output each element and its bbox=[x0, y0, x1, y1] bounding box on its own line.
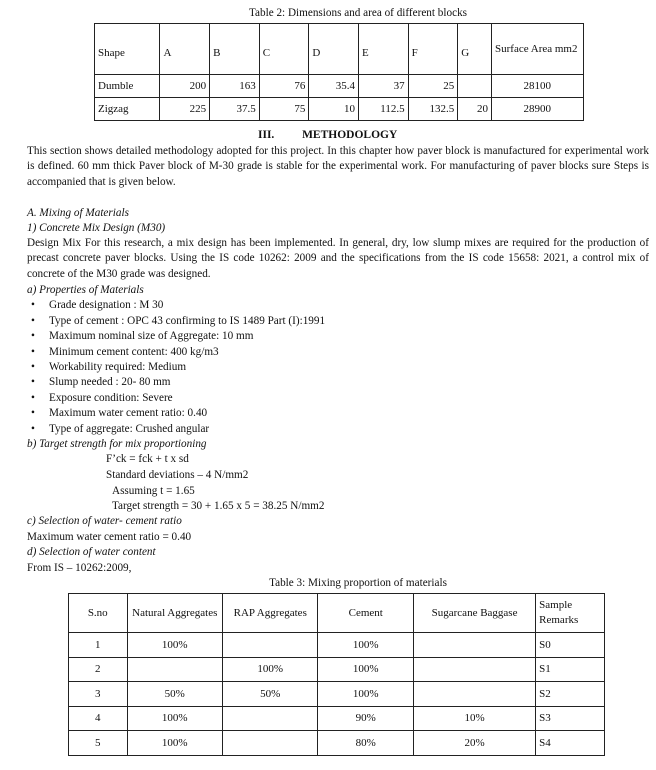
table-header-cell: Surface Area mm2 bbox=[492, 24, 584, 75]
table-cell: 50% bbox=[127, 682, 222, 707]
table-cell: Dumble bbox=[95, 75, 160, 98]
table-cell: 132.5 bbox=[408, 98, 458, 121]
intro-paragraph: This section shows detailed methodology adopted for this project. In this chapter how paver block is manufactured for experimental work is defined. 60 mm thick Paver block of M-30 grade is stable for the experimental work. For manufacturing of paver blocks sure Steps is accompanied that is given below. bbox=[27, 145, 649, 188]
table-header-cell: RAP Aggregates bbox=[223, 594, 318, 633]
table-header-cell: Shape bbox=[95, 24, 160, 75]
table-cell: 28900 bbox=[492, 98, 584, 121]
formula-line: Target strength = 30 + 1.65 x 5 = 38.25 N/mm2 bbox=[112, 500, 325, 512]
table-cell: S2 bbox=[536, 682, 605, 707]
table-row bbox=[69, 731, 605, 756]
table-cell bbox=[223, 633, 318, 658]
list-item: • Minimum cement content: 400 kg/m3 bbox=[31, 346, 219, 358]
table-header-cell: G bbox=[458, 24, 492, 75]
table-cell: 100% bbox=[223, 657, 318, 682]
table-row bbox=[95, 24, 584, 75]
table-cell: 1 bbox=[69, 633, 128, 658]
table-header-cell: Sugarcane Baggase bbox=[413, 594, 535, 633]
subheading-mixing: A. Mixing of Materials bbox=[27, 207, 129, 219]
table-cell: 3 bbox=[69, 682, 128, 707]
table-cell: 10 bbox=[309, 98, 359, 121]
table-header-cell: Natural Aggregates bbox=[127, 594, 222, 633]
list-item: • Exposure condition: Severe bbox=[31, 392, 173, 404]
table-cell bbox=[413, 633, 535, 658]
table-cell: 5 bbox=[69, 731, 128, 756]
subheading-mix-design: 1) Concrete Mix Design (M30) bbox=[27, 222, 166, 234]
table-cell: Zigzag bbox=[95, 98, 160, 121]
table-cell: 37.5 bbox=[210, 98, 260, 121]
table-cell: 28100 bbox=[492, 75, 584, 98]
list-item: • Slump needed : 20- 80 mm bbox=[31, 376, 171, 388]
table-cell: 50% bbox=[223, 682, 318, 707]
table-header-cell: F bbox=[408, 24, 458, 75]
table2 bbox=[94, 23, 584, 121]
table-cell: S3 bbox=[536, 706, 605, 731]
subheading-properties: a) Properties of Materials bbox=[27, 284, 144, 296]
formula-line: Standard deviations – 4 N/mm2 bbox=[106, 469, 249, 481]
table-cell: 10% bbox=[413, 706, 535, 731]
subheading-water-content: d) Selection of water content bbox=[27, 546, 156, 558]
table-cell: 225 bbox=[160, 98, 210, 121]
table-cell: 4 bbox=[69, 706, 128, 731]
table3-caption: Table 3: Mixing proportion of materials bbox=[269, 577, 447, 589]
table2-caption: Table 2: Dimensions and area of different blocks bbox=[248, 7, 468, 19]
formula-line: F’ck = fck + t x sd bbox=[106, 453, 189, 465]
table-row bbox=[69, 682, 605, 707]
table-cell: 20 bbox=[458, 98, 492, 121]
table-row bbox=[95, 75, 584, 98]
table-cell: S0 bbox=[536, 633, 605, 658]
list-item: • Maximum water cement ratio: 0.40 bbox=[31, 407, 208, 419]
list-item: • Type of aggregate: Crushed angular bbox=[31, 423, 210, 435]
table-row bbox=[69, 594, 605, 633]
section-heading bbox=[258, 129, 397, 141]
table-header-cell: A bbox=[160, 24, 210, 75]
table-header-cell: Sample Remarks bbox=[536, 594, 605, 633]
table-cell: 100% bbox=[318, 657, 413, 682]
subheading-target-strength: b) Target strength for mix proportioning bbox=[27, 438, 207, 450]
table-cell: 100% bbox=[318, 682, 413, 707]
table-cell: 112.5 bbox=[358, 98, 408, 121]
formula-line: Assuming t = 1.65 bbox=[112, 485, 195, 497]
table3 bbox=[68, 593, 605, 756]
section-number: III. bbox=[258, 129, 275, 141]
table-cell bbox=[223, 731, 318, 756]
from-is-text: From IS – 10262:2009, bbox=[27, 562, 132, 574]
table-header-cell: D bbox=[309, 24, 359, 75]
design-paragraph: Design Mix For this research, a mix design has been implemented. In general, dry, low slump mixes are required for the production of precast concrete paver blocks. Using the IS code 10262: 2009 and the specifications from the IS code 15658: 2021, a control mix of concrete of the M30 grade was designed. bbox=[27, 237, 649, 280]
table-cell: 100% bbox=[127, 633, 222, 658]
table-cell: 200 bbox=[160, 75, 210, 98]
section-title: METHODOLOGY bbox=[302, 129, 398, 141]
table-cell: S4 bbox=[536, 731, 605, 756]
table-cell: 90% bbox=[318, 706, 413, 731]
table-header-cell: S.no bbox=[69, 594, 128, 633]
table-cell: 35.4 bbox=[309, 75, 359, 98]
table-cell: 100% bbox=[127, 731, 222, 756]
table-header-cell: C bbox=[259, 24, 309, 75]
table-cell: 75 bbox=[259, 98, 309, 121]
table-cell: 100% bbox=[127, 706, 222, 731]
list-item: • Grade designation : M 30 bbox=[31, 299, 164, 311]
list-item: • Workability required: Medium bbox=[31, 361, 187, 373]
table-cell bbox=[127, 657, 222, 682]
table-cell: S1 bbox=[536, 657, 605, 682]
table-cell bbox=[458, 75, 492, 98]
table-header-cell: E bbox=[358, 24, 408, 75]
table-row bbox=[69, 657, 605, 682]
list-item: • Type of cement : OPC 43 confirming to IS 1489 Part (I):1991 bbox=[31, 315, 326, 327]
table-row bbox=[69, 706, 605, 731]
wc-ratio-text: Maximum water cement ratio = 0.40 bbox=[27, 531, 192, 543]
table-cell: 37 bbox=[358, 75, 408, 98]
table-header-cell: B bbox=[210, 24, 260, 75]
table-row bbox=[69, 633, 605, 658]
table-cell: 80% bbox=[318, 731, 413, 756]
list-item: • Maximum nominal size of Aggregate: 10 mm bbox=[31, 330, 254, 342]
table-cell: 100% bbox=[318, 633, 413, 658]
table-header-cell: Cement bbox=[318, 594, 413, 633]
subheading-wc-ratio: c) Selection of water- cement ratio bbox=[27, 515, 182, 527]
table-cell: 20% bbox=[413, 731, 535, 756]
table-cell: 163 bbox=[210, 75, 260, 98]
table-cell bbox=[223, 706, 318, 731]
table-cell: 2 bbox=[69, 657, 128, 682]
table-cell bbox=[413, 682, 535, 707]
table-cell: 25 bbox=[408, 75, 458, 98]
table-row bbox=[95, 98, 584, 121]
table-cell bbox=[413, 657, 535, 682]
table-cell: 76 bbox=[259, 75, 309, 98]
